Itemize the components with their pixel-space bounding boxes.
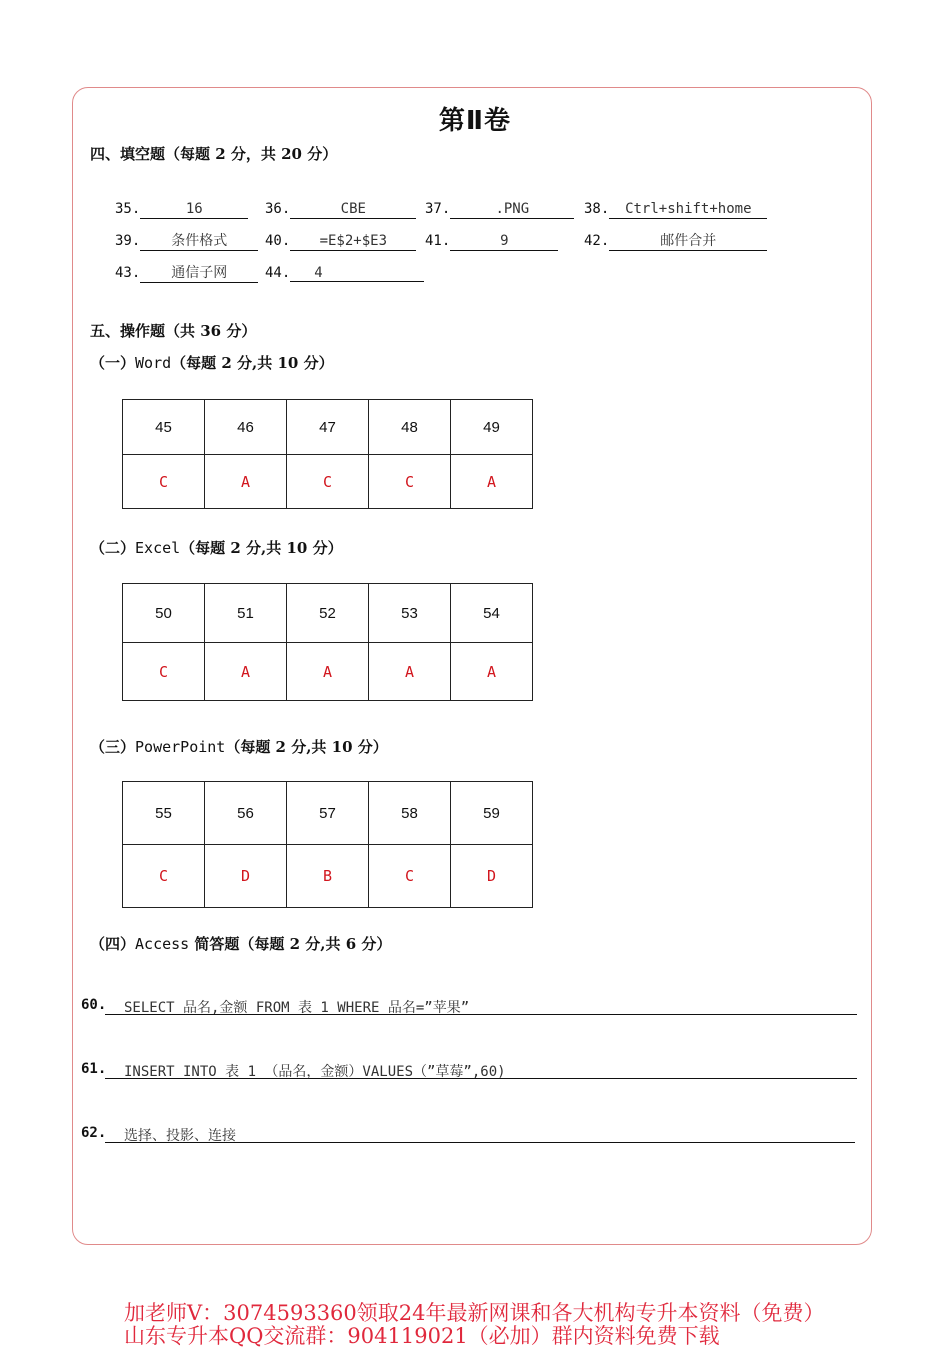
word-prefix: （一）	[90, 354, 136, 372]
question-number: 53	[369, 584, 451, 643]
section-4-heading: 四、填空题（每题 2 分，共 20 分）	[90, 145, 338, 163]
access-suffix: 简答题（每题 2 分,共 6 分）	[189, 935, 392, 953]
question-number: 56	[205, 782, 287, 845]
blank-44	[265, 264, 424, 282]
answer-cell: C	[123, 845, 205, 908]
question-number: 57	[287, 782, 369, 845]
blank-answer: Ctrl+shift+home	[609, 200, 767, 219]
blank-number: 38.	[584, 201, 610, 217]
word-answer-table	[122, 399, 533, 509]
powerpoint-answer-table	[122, 781, 533, 908]
blank-number: 35.	[115, 201, 141, 217]
word-suffix: （每题 2 分,共 10 分）	[171, 354, 334, 372]
blank-number: 44.	[265, 265, 291, 281]
answer-cell: A	[205, 643, 287, 701]
answer-cell: A	[451, 643, 533, 701]
access-app-name: Access	[135, 935, 190, 953]
question-number: 52	[287, 584, 369, 643]
question-60-number: 60.	[81, 997, 107, 1013]
table-row	[123, 643, 533, 701]
question-number: 50	[123, 584, 205, 643]
question-number: 48	[369, 400, 451, 455]
question-62-number: 62.	[81, 1125, 107, 1141]
blank-answer: 9	[450, 232, 558, 251]
section-5-heading: 五、操作题（共 36 分）	[90, 322, 257, 340]
answer-cell: C	[369, 845, 451, 908]
blank-41	[425, 232, 558, 251]
blank-39	[115, 232, 258, 251]
answer-cell: D	[451, 845, 533, 908]
answer-cell: C	[123, 455, 205, 509]
footer-line-2: 山东专升本QQ交流群：904119021（必加）群内资料免费下载	[124, 1324, 720, 1348]
blank-number: 41.	[425, 233, 451, 249]
blank-answer: =E$2+$E3	[290, 232, 416, 251]
blank-number: 43.	[115, 265, 141, 281]
answer-cell: A	[287, 643, 369, 701]
excel-answer-table	[122, 583, 533, 701]
blank-answer: 16	[140, 200, 248, 219]
answer-cell: C	[369, 455, 451, 509]
table-row	[123, 782, 533, 845]
blank-38	[584, 200, 767, 219]
question-number: 45	[123, 400, 205, 455]
blank-answer: 邮件合并	[609, 232, 767, 251]
question-61-number: 61.	[81, 1061, 107, 1077]
question-60-answer: SELECT 品名,金额 FROM 表 1 WHERE 品名=”苹果”	[124, 1000, 470, 1016]
blank-36	[265, 200, 416, 219]
powerpoint-suffix: （每题 2 分,共 10 分）	[225, 738, 388, 756]
access-heading	[90, 933, 391, 954]
excel-prefix: （二）	[90, 539, 136, 557]
answer-cell: B	[287, 845, 369, 908]
table-row	[123, 584, 533, 643]
blank-answer: 通信子网	[140, 264, 258, 283]
powerpoint-app-name: PowerPoint	[135, 738, 226, 756]
blank-number: 40.	[265, 233, 291, 249]
question-number: 58	[369, 782, 451, 845]
page-title: 第Ⅱ卷	[438, 106, 512, 136]
blank-number: 39.	[115, 233, 141, 249]
table-row	[123, 400, 533, 455]
blank-37	[425, 200, 574, 219]
table-row	[123, 845, 533, 908]
word-heading	[90, 352, 334, 373]
blank-number: 37.	[425, 201, 451, 217]
blank-number: 36.	[265, 201, 291, 217]
question-61-answer: INSERT INTO 表 1 （品名，金额）VALUES（”草莓”,60)	[124, 1064, 506, 1080]
powerpoint-heading	[90, 736, 388, 757]
question-number: 49	[451, 400, 533, 455]
table-row	[123, 455, 533, 509]
question-number: 54	[451, 584, 533, 643]
blank-43	[115, 264, 258, 283]
question-number: 51	[205, 584, 287, 643]
blank-answer: 条件格式	[140, 232, 258, 251]
blank-35	[115, 200, 248, 219]
answer-cell: C	[287, 455, 369, 509]
blank-40	[265, 232, 416, 251]
blank-answer: 4	[290, 264, 424, 282]
answer-cell: A	[451, 455, 533, 509]
answer-cell: A	[369, 643, 451, 701]
word-app-name: Word	[135, 354, 172, 372]
excel-app-name: Excel	[135, 539, 181, 557]
powerpoint-prefix: （三）	[90, 738, 136, 756]
question-number: 46	[205, 400, 287, 455]
question-62-answer: 选择、投影、连接	[124, 1128, 236, 1144]
answer-cell: C	[123, 643, 205, 701]
excel-suffix: （每题 2 分,共 10 分）	[180, 539, 343, 557]
blank-number: 42.	[584, 233, 610, 249]
blank-42	[584, 232, 767, 251]
blank-answer: CBE	[290, 200, 416, 219]
question-number: 55	[123, 782, 205, 845]
question-number: 59	[451, 782, 533, 845]
question-number: 47	[287, 400, 369, 455]
footer-line-1: 加老师V：3074593360领取24年最新网课和各大机构专升本资料（免费）	[124, 1301, 825, 1325]
answer-cell: D	[205, 845, 287, 908]
excel-heading	[90, 537, 343, 558]
blank-answer: .PNG	[450, 200, 574, 219]
access-prefix: （四）	[90, 935, 136, 953]
answer-cell: A	[205, 455, 287, 509]
